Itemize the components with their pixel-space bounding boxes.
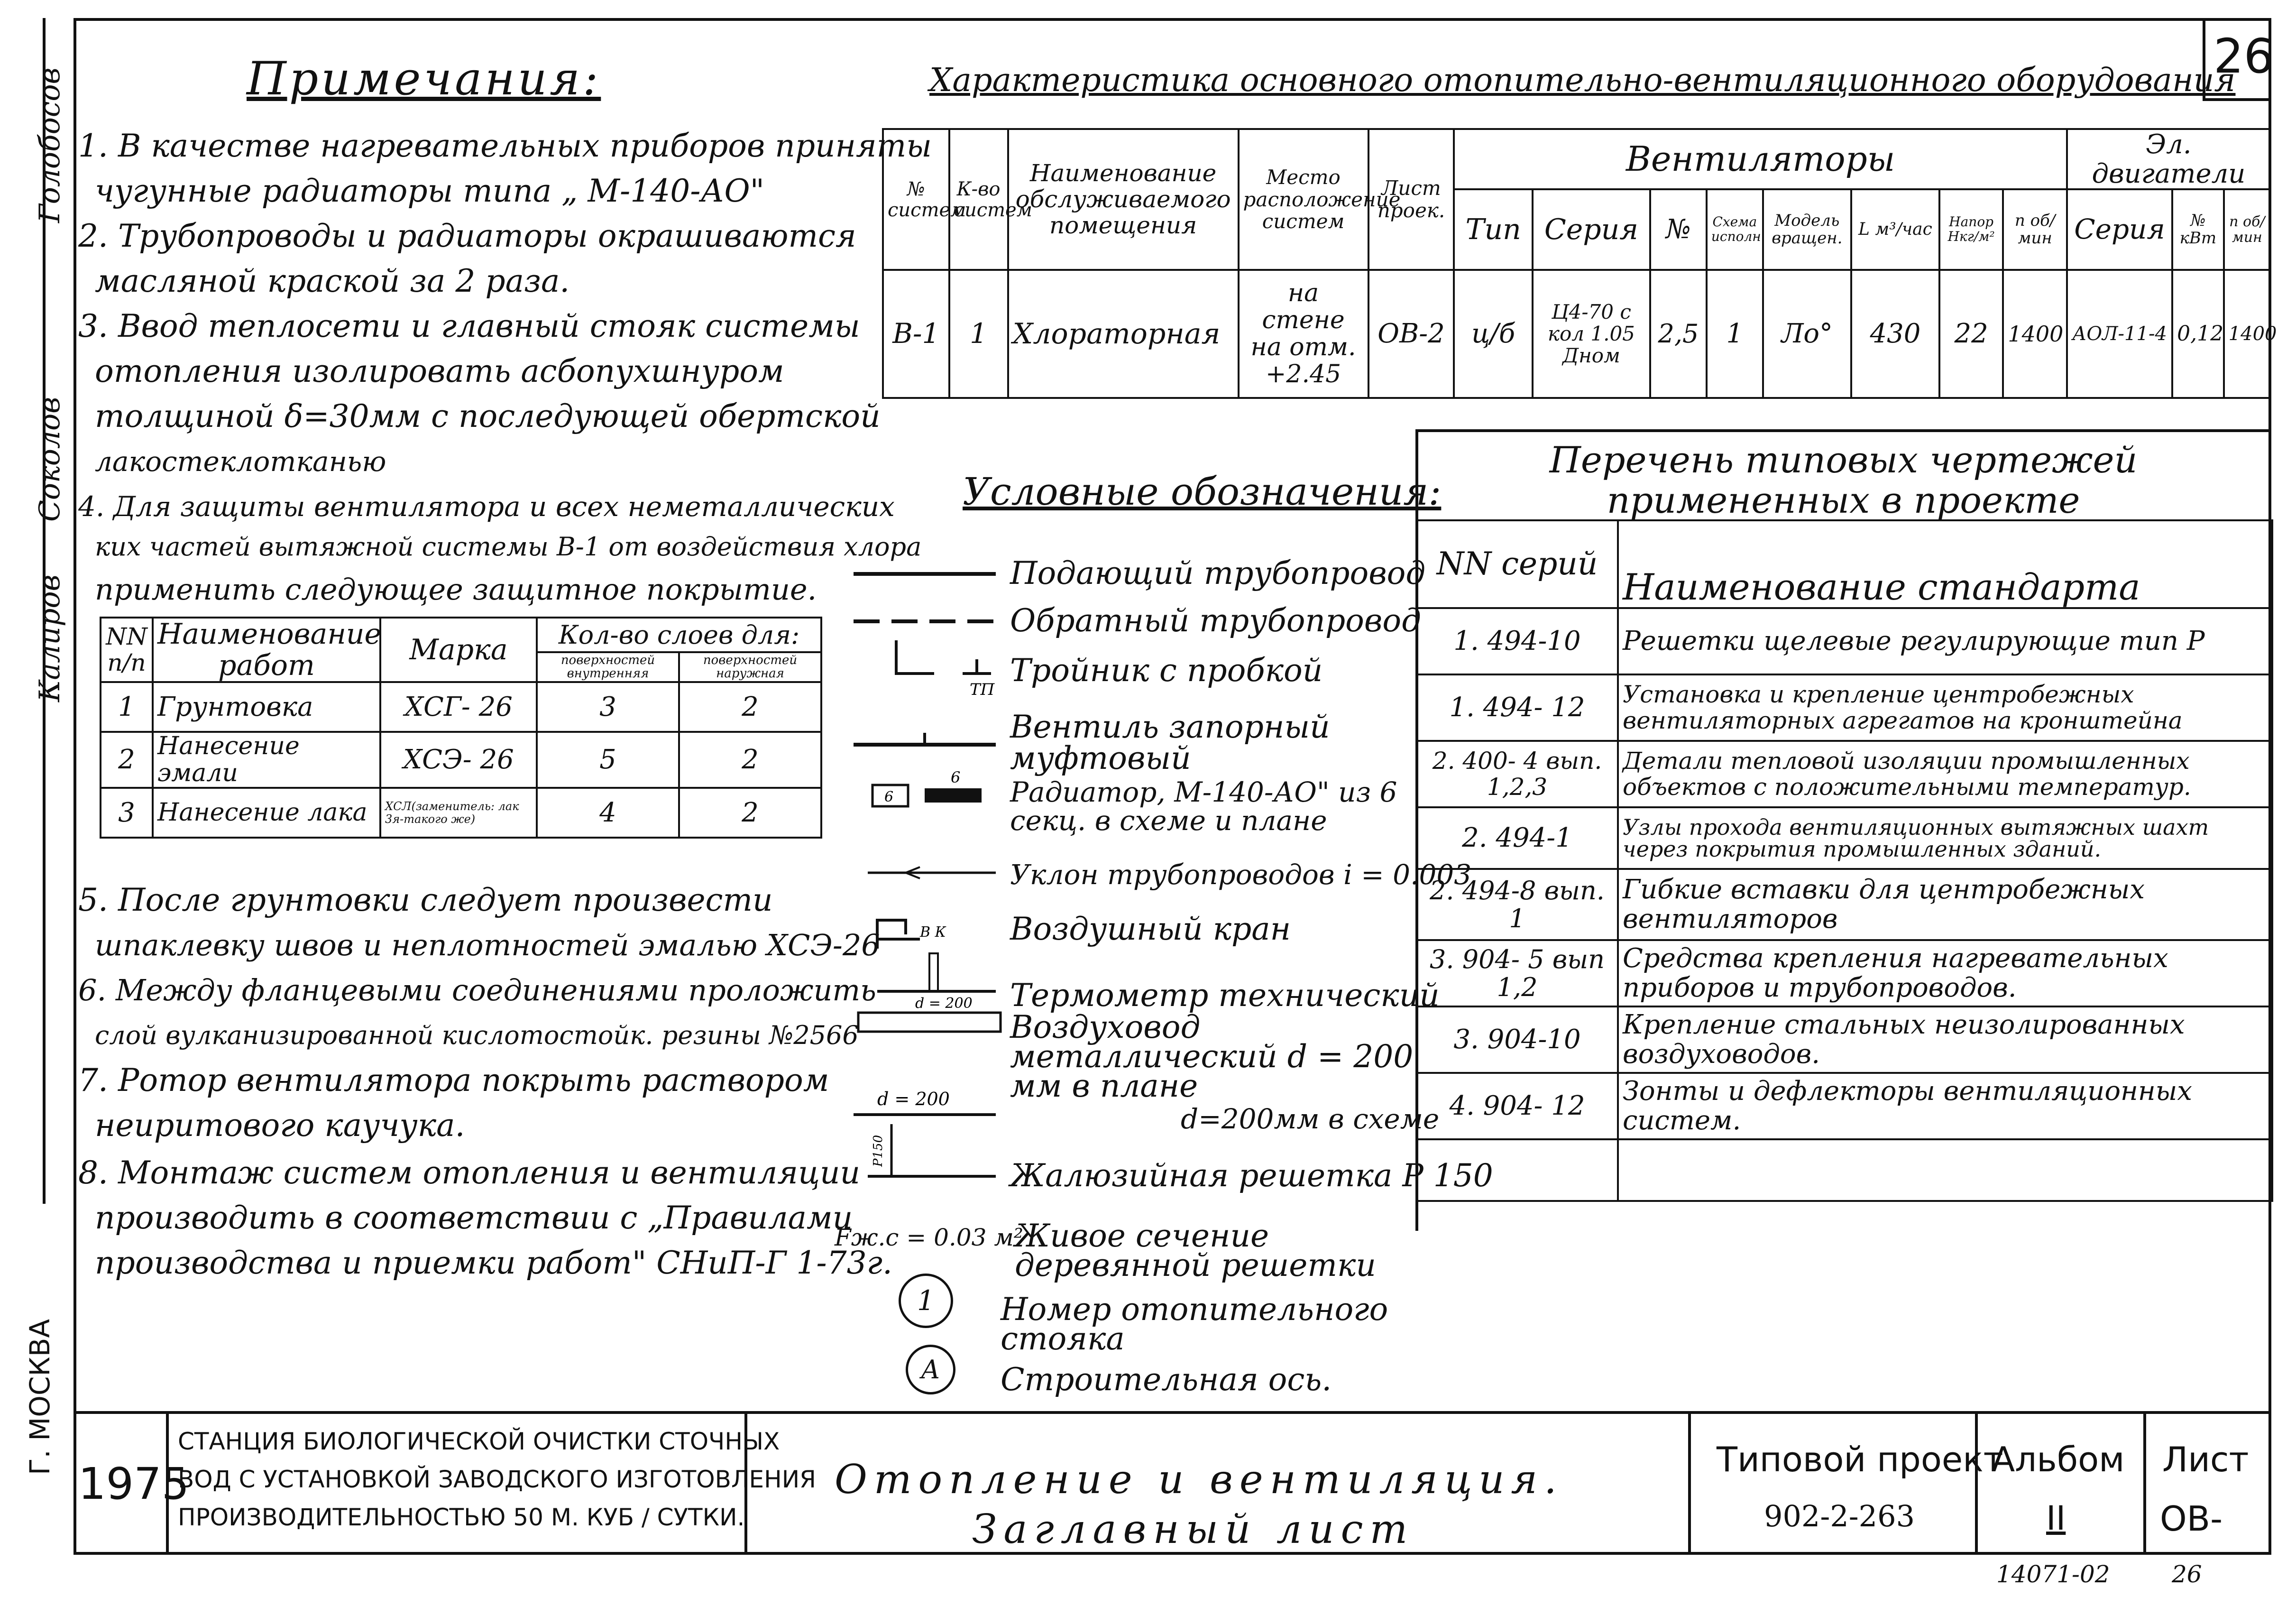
cell: Решетки щелевые регулирующие тип Р [1618, 608, 2272, 674]
table-row [1416, 940, 2272, 1006]
standards-title-2: примененных в проекте [1607, 479, 2080, 521]
cell: 2 [679, 732, 821, 788]
riser-number-symbol: 1 [899, 1274, 953, 1328]
legend-item: Уклон трубопроводов i = 0.003 [1010, 859, 1472, 891]
tb-title-2: Заглавный лист [972, 1506, 1414, 1552]
side-name-3: Калиров [33, 574, 66, 702]
hdr-fans: Вентиляторы [1454, 129, 2066, 189]
cell: 4. 904- 12 [1416, 1073, 1618, 1139]
cell: Детали тепловой изоляции промышленных объектов с положительными температур. [1618, 741, 2272, 807]
legend-item: Тройник с пробкой [1010, 652, 1323, 689]
table-row [101, 788, 821, 838]
legend-item: Воздуховод металлический d = 200 мм в плане [1010, 1009, 1414, 1104]
legend-item: Вентиль запорный муфтовый [1010, 709, 1330, 776]
cell: ХСЭ- 26 [380, 732, 537, 788]
hdr-series: Серия [1533, 189, 1650, 270]
cell: Зонты и дефлекторы вентиляционных систем. [1618, 1073, 2272, 1139]
hdr-sys-no: № систем [883, 129, 949, 270]
side-city: Г. МОСКВА [24, 1319, 56, 1475]
note-line: 4. Для защиты вентилятора и всех неметаллических [78, 490, 895, 523]
cell: АОЛ-11-4 [2067, 270, 2172, 398]
air-vent-symbol [877, 920, 920, 949]
duct-plan-label: d = 200 [915, 995, 973, 1012]
note-line: ких частей вытяжной системы В-1 от воздействия хлора [95, 532, 922, 562]
page-number: 26 [2213, 28, 2274, 84]
cell: 1 [101, 682, 153, 732]
coating-table [100, 617, 822, 839]
hdr-pressure: Напор Нкг/м² [1939, 189, 2003, 270]
table-row [1416, 674, 2272, 741]
cell [1618, 1139, 2272, 1201]
cell: ХСГ- 26 [380, 682, 537, 732]
hdr-room: Наименование обслуживаемого помещения [1008, 129, 1239, 270]
hdr-model: Модель вращен. [1763, 189, 1851, 270]
legend-item: Обратный трубопровод [1010, 602, 1421, 639]
cell: Ло° [1763, 270, 1851, 398]
cell: ОВ-2 [1368, 270, 1454, 398]
building-axis-symbol: А [906, 1345, 955, 1394]
table-row [101, 732, 821, 788]
cell [1416, 1139, 1618, 1201]
table-row [1416, 741, 2272, 807]
tb-divider [2143, 1411, 2146, 1555]
tb-sheet-no: ОВ- [2160, 1499, 2223, 1539]
grille-label: Р150 [871, 1135, 885, 1167]
note-line: 6. Между фланцевыми соединениями проложить [78, 973, 876, 1007]
col-outer-header: поверхностей наружная [679, 652, 821, 682]
cell: 0,12 [2172, 270, 2224, 398]
note-line: неиритового каучука. [95, 1107, 465, 1144]
duct-plan-symbol [858, 1013, 1001, 1032]
note-line: масляной краской за 2 раза. [95, 263, 570, 299]
cell: 22 [1939, 270, 2003, 398]
note-line: 3. Ввод теплосети и главный стояк системы [78, 308, 860, 344]
col-series-header: NN серий [1416, 520, 1618, 608]
note-line: 5. После грунтовки следует произвести [78, 882, 773, 918]
cell: ХСЛ(заменитель: лак 3я-такого же) [380, 788, 537, 838]
note-line: 8. Монтаж систем отопления и вентиляции [78, 1154, 861, 1191]
tb-station-line: ПРОИЗВОДИТЕЛЬНОСТЬЮ 50 М. КУБ / СУТКИ. [178, 1504, 745, 1531]
tb-station-line: СТАНЦИЯ БИОЛОГИЧЕСКОЙ ОЧИСТКИ СТОЧНЫХ [178, 1428, 780, 1455]
side-name-2: Соколов [33, 397, 66, 522]
tb-album-no: II [2046, 1499, 2066, 1538]
cell: 430 [1851, 270, 1939, 398]
legend-item: Живое сечение деревянной решетки [1015, 1218, 1376, 1283]
table-row [101, 682, 821, 732]
cell: Средства крепления нагревательных приборов и трубопроводов. [1618, 940, 2272, 1006]
cell: Установка и крепление центробежных вентиляторных агрегатов на кронштейна [1618, 674, 2272, 741]
cell: 1400 [2224, 270, 2270, 398]
cell: Хлораторная [1008, 270, 1239, 398]
cell: 1. 494- 12 [1416, 674, 1618, 741]
hdr-m-rpm: n об/мин [2224, 189, 2270, 270]
equipment-table [882, 128, 2277, 399]
air-vent-label: В К [920, 924, 946, 941]
legend-item: Воздушный кран [1010, 911, 1291, 947]
table-row [1416, 1073, 2272, 1139]
legend-item: Термометр технический [1010, 977, 1440, 1014]
notes-title: Примечания: [247, 52, 601, 105]
tb-project-no: 902-2-263 [1764, 1499, 1915, 1533]
cell: 1 [1707, 270, 1763, 398]
hdr-count: К-во систем [949, 129, 1008, 270]
legend-item: d=200мм в схеме [1181, 1103, 1440, 1135]
cell: 3 [101, 788, 153, 838]
cell: ц/б [1454, 270, 1532, 398]
cell: 1400 [2003, 270, 2067, 398]
hdr-sheet: Лист проек. [1368, 129, 1454, 270]
cell: 2,5 [1650, 270, 1707, 398]
tb-title-1: Отопление и вентиляция. [835, 1456, 1563, 1503]
legend-item: Подающий трубопровод [1010, 555, 1426, 591]
note-line: отопления изолировать асбопухшнуром [95, 353, 784, 389]
tb-divider [1975, 1411, 1978, 1555]
cell: 2. 400- 4 вып. 1,2,3 [1416, 741, 1618, 807]
hdr-location: Место расположение систем [1239, 129, 1368, 270]
cell: В-1 [883, 270, 949, 398]
note-line: шпаклевку швов и неплотностей эмалью ХСЭ-26 [95, 928, 880, 962]
cell: 3. 904-10 [1416, 1006, 1618, 1073]
table-row [1416, 1139, 2272, 1201]
hdr-m-series: Серия [2067, 189, 2172, 270]
table-row [1416, 807, 2272, 869]
hdr-num: № [1650, 189, 1707, 270]
cell: Крепление стальных неизолированных воздуховодов. [1618, 1006, 2272, 1073]
cell: 2 [679, 788, 821, 838]
cell: 1. 494-10 [1416, 608, 1618, 674]
hdr-kw: № кВт [2172, 189, 2224, 270]
tb-divider [1688, 1411, 1691, 1555]
col-mark-header: Марка [380, 618, 537, 682]
side-name-1: Голобосов [33, 67, 66, 223]
standards-table [1415, 519, 2273, 1202]
col-layers-header: Кол-во слоев для: [537, 618, 821, 652]
hdr-rpm: n об/мин [2003, 189, 2067, 270]
note-line: слой вулканизированной кислотостойк. резины №2566 [95, 1020, 859, 1050]
table-row [1416, 1006, 2272, 1073]
legend-item: Радиатор, М-140-АО" из 6 секц. в схеме и плане [1010, 776, 1397, 837]
radiator-plan-label: 6 [951, 768, 961, 786]
cell: Нанесение лака [153, 788, 380, 838]
equipment-title: Характеристика основного отопительно-вентиляционного оборудования [929, 62, 2236, 99]
cell: на стене на отм. +2.45 [1239, 270, 1368, 398]
note-line: 2. Трубопроводы и радиаторы окрашиваются [78, 218, 856, 254]
cell: 2 [101, 732, 153, 788]
tb-year: 1975 [78, 1459, 190, 1509]
tee-plug-label: ТП [970, 680, 995, 699]
fzhs-label: Fж.с = 0.03 м² [835, 1224, 1023, 1251]
cell: 3. 904- 5 вып 1,2 [1416, 940, 1618, 1006]
cell: Ц4-70 с кол 1.05 Дном [1533, 270, 1650, 398]
hdr-scheme: Схема исполн. [1707, 189, 1763, 270]
note-line: лакостеклотканью [95, 445, 386, 478]
legend-item: Строительная ось. [1001, 1361, 1332, 1398]
legend-item: Номер отопительного стояка [1001, 1291, 1388, 1357]
cell: Грунтовка [153, 682, 380, 732]
cell: 3 [537, 682, 679, 732]
note-line: толщиной δ=30мм с последующей обертской [95, 398, 881, 434]
legend-symbols [849, 545, 1001, 1281]
col-standard-header: Наименование стандарта [1618, 520, 2272, 608]
hdr-type: Тип [1454, 189, 1532, 270]
cell: 4 [537, 788, 679, 838]
legend-title: Условные обозначения: [963, 470, 1442, 514]
table-row [1416, 869, 2272, 940]
note-line: 7. Ротор вентилятора покрыть раствором [78, 1062, 829, 1099]
legend-item: Жалюзийная решетка Р 150 [1010, 1157, 1493, 1194]
tb-project-label: Типовой проект [1717, 1440, 2003, 1479]
cell: Гибкие вставки для центробежных вентиляторов [1618, 869, 2272, 940]
footer-num: 26 [2172, 1560, 2202, 1588]
note-line: чугунные радиаторы типа „ М-140-АО" [95, 173, 765, 209]
cell: Узлы прохода вентиляционных вытяжных шахт через покрытия промышленных зданий. [1618, 807, 2272, 869]
tee-plug-symbol [896, 640, 991, 674]
note-line: 1. В качестве нагревательных приборов приняты [78, 128, 932, 164]
cell: 2. 494-8 вып. 1 [1416, 869, 1618, 940]
col-inner-header: поверхностей внутренняя [537, 652, 679, 682]
radiator-box-label: 6 [884, 789, 894, 805]
note-line: производства и приемки работ" СНиП-Г 1-73г. [95, 1245, 892, 1281]
cell: 1 [949, 270, 1008, 398]
cell: 5 [537, 732, 679, 788]
standards-title-1: Перечень типовых чертежей [1549, 439, 2138, 481]
cell: 2 [679, 682, 821, 732]
tb-album-label: Альбом [1992, 1440, 2125, 1479]
note-line: производить в соответствии с „Правилами [95, 1200, 853, 1236]
hdr-motors: Эл. двигатели [2067, 129, 2270, 189]
tb-sheet-label: Лист [2162, 1440, 2249, 1479]
radiator-plan-symbol [925, 788, 982, 803]
cell: Нанесение эмали [153, 732, 380, 788]
title-block-top [73, 1411, 2271, 1414]
duct-scheme-label: d = 200 [877, 1089, 950, 1109]
hdr-flow: L м³/час [1851, 189, 1939, 270]
col-name-header: Наименование работ [153, 618, 380, 682]
thermometer-symbol [929, 953, 938, 991]
table-row [1416, 608, 2272, 674]
tb-station-line: ВОД С УСТАНОВКОЙ ЗАВОДСКОГО ИЗГОТОВЛЕНИЯ [178, 1466, 816, 1493]
cell: 2. 494-1 [1416, 807, 1618, 869]
table-row [883, 270, 2270, 398]
col-no-header: NN п/п [101, 618, 153, 682]
footer-code: 14071-02 [1996, 1560, 2110, 1588]
note-line: применить следующее защитное покрытие. [95, 572, 817, 607]
